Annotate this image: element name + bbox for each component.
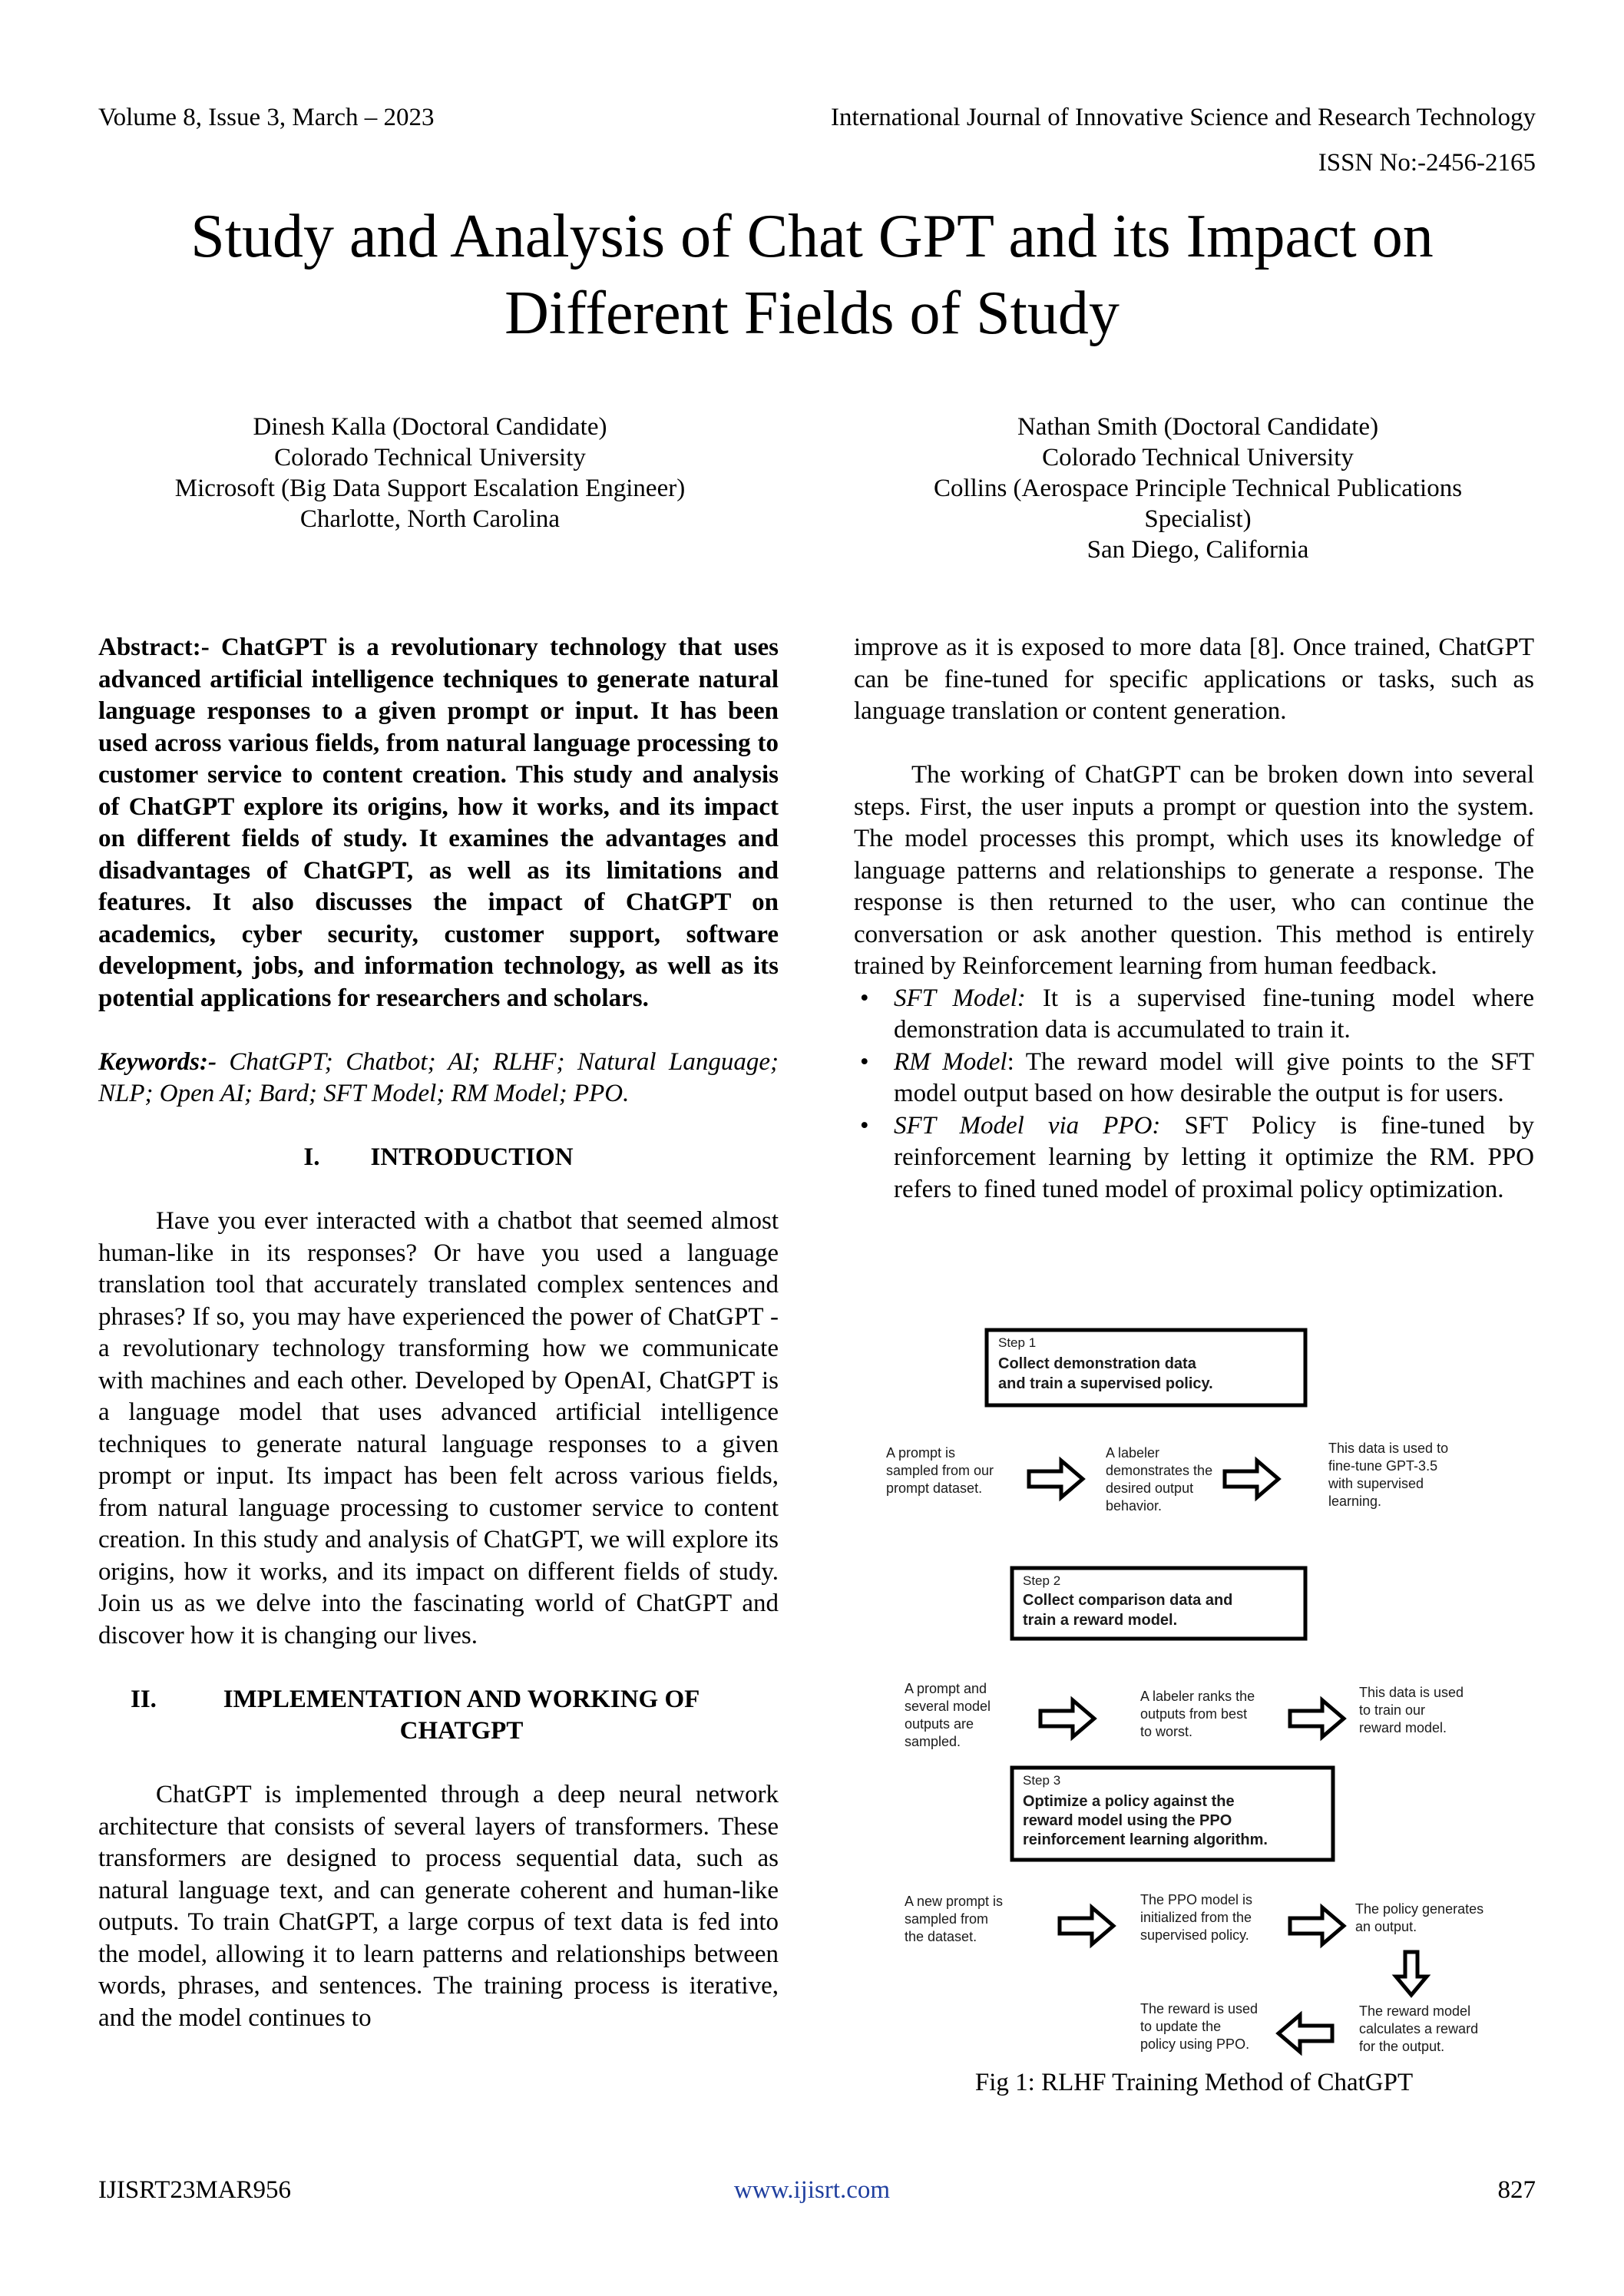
step1-b-line-2: demonstrates the <box>1106 1463 1213 1478</box>
footer-url-link[interactable]: www.ijisrt.com <box>733 2176 891 2204</box>
keywords-label: Keywords:- <box>98 1047 217 1076</box>
step2-title-line-1: Collect comparison data and <box>1023 1592 1233 1609</box>
list-item-term: SFT Model: <box>894 984 1026 1012</box>
section-2-title-line-2: CHATGPT <box>399 1717 524 1745</box>
section-1-number: I. <box>303 1143 320 1171</box>
continuation-paragraph: improve as it is exposed to more data [8]. Once trained, ChatGPT can be fine-tuned for specific applications or tasks, such as language translation or content generation. <box>854 634 1534 725</box>
step1-label: Step 1 <box>998 1335 1037 1350</box>
arrow-right-icon <box>1290 1700 1344 1737</box>
author-1-location: Charlotte, North Carolina <box>299 505 561 533</box>
arrow-right-icon <box>1029 1461 1083 1497</box>
author-2-affiliation: Colorado Technical University <box>1042 444 1354 471</box>
right-column <box>854 632 1534 1206</box>
title-line-2: Different Fields of Study <box>504 280 1120 347</box>
step1-c-line-1: This data is used to <box>1328 1441 1449 1456</box>
list-item-sft <box>854 983 1534 1047</box>
step3-d-line-3: for the output. <box>1359 2039 1445 2054</box>
section-2-heading <box>98 1684 779 1748</box>
author-1-employer: Microsoft (Big Data Support Escalation Engineer) <box>174 475 686 502</box>
model-list <box>854 983 1534 1206</box>
footer-code: IJISRT23MAR956 <box>98 2176 292 2204</box>
step2-b-line-2: outputs from best <box>1140 1706 1248 1722</box>
title-line-1: Study and Analysis of Chat GPT and its Impact on <box>190 203 1434 270</box>
step3-e-line-3: policy using PPO. <box>1140 2036 1250 2052</box>
step1-b-line-1: A labeler <box>1106 1445 1160 1461</box>
step3-a-line-1: A new prompt is <box>905 1894 1004 1909</box>
arrow-right-icon <box>1060 1907 1113 1944</box>
author-2-employer-cont: Specialist) <box>1144 505 1252 533</box>
header-volume: Volume 8, Issue 3, March – 2023 <box>98 104 435 131</box>
step3-title-line-1: Optimize a policy against the <box>1023 1793 1235 1810</box>
arrow-right-icon <box>1290 1907 1344 1944</box>
rlhf-figure <box>875 1321 1513 2066</box>
figure-caption: Fig 1: RLHF Training Method of ChatGPT <box>974 2069 1414 2096</box>
step3-label: Step 3 <box>1023 1773 1061 1788</box>
left-column <box>98 632 779 2034</box>
step3-e-line-2: to update the <box>1140 2019 1222 2034</box>
step1-title-line-1: Collect demonstration data <box>998 1355 1196 1372</box>
list-item-term: RM Model <box>894 1047 1007 1076</box>
step1-b-line-3: desired output <box>1106 1480 1194 1496</box>
header-journal: International Journal of Innovative Science and Research Technology <box>830 104 1536 131</box>
author-2-location: San Diego, California <box>1087 536 1309 564</box>
keywords-text: ChatGPT; Chatbot; AI; RLHF; Natural Language; NLP; Open AI; Bard; SFT Model; RM Model; PPO. <box>98 1047 779 1107</box>
author-2-employer: Collins (Aerospace Principle Technical Publications <box>933 475 1463 502</box>
step2-c-line-3: reward model. <box>1359 1720 1447 1735</box>
keywords <box>98 1047 779 1110</box>
step3-b-line-3: supervised policy. <box>1140 1927 1249 1943</box>
page-number: 827 <box>1497 2176 1536 2204</box>
list-item-text: SFT Policy is fine-tuned by reinforcement learning by letting it optimize the RM. PPO refers to fined tuned model of proximal policy optimization. <box>894 1111 1535 1203</box>
header-issn: ISSN No:-2456-2165 <box>1318 149 1536 177</box>
list-item-text: : The reward model will give points to the SFT model output based on how desirable the output is for users. <box>894 1047 1534 1107</box>
list-item-ppo <box>854 1110 1534 1206</box>
step1-a-line-3: prompt dataset. <box>886 1480 983 1496</box>
step2-a-line-1: A prompt and <box>905 1681 987 1696</box>
list-item-text: It is a supervised fine-tuning model where demonstration data is accumulated to train it. <box>894 984 1534 1044</box>
step2-c-line-2: to train our <box>1359 1702 1426 1718</box>
step1-c-line-4: learning. <box>1328 1494 1382 1509</box>
step2-c-line-1: This data is used <box>1359 1685 1464 1700</box>
section-1-heading <box>98 1142 779 1174</box>
step2-title-line-2: train a reward model. <box>1023 1612 1178 1629</box>
step3-c-line-1: The policy generates <box>1355 1901 1484 1917</box>
step2-b-line-1: A labeler ranks the <box>1140 1689 1255 1704</box>
abstract-label: Abstract:- <box>98 634 210 661</box>
arrow-right-icon <box>1040 1700 1094 1737</box>
step1-a-line-2: sampled from our <box>886 1463 994 1478</box>
step1-c-line-3: with supervised <box>1328 1476 1424 1491</box>
step3-b-line-1: The PPO model is <box>1140 1892 1253 1907</box>
author-block-2 <box>860 412 1536 565</box>
section-2-title-line-1: IMPLEMENTATION AND WORKING OF <box>223 1685 700 1713</box>
list-item-term: SFT Model via PPO: <box>894 1111 1161 1140</box>
step3-a-line-3: the dataset. <box>905 1929 977 1944</box>
section-2-number: II. <box>131 1685 157 1713</box>
step2-b-line-3: to worst. <box>1140 1724 1193 1739</box>
step1-b-line-4: behavior. <box>1106 1498 1163 1514</box>
author-1-affiliation: Colorado Technical University <box>274 444 586 471</box>
step3-title-line-3: reinforcement learning algorithm. <box>1023 1831 1268 1848</box>
step3-d-line-2: calculates a reward <box>1359 2021 1479 2036</box>
step3-a-line-2: sampled from <box>905 1911 989 1927</box>
abstract <box>98 632 779 1014</box>
working-paragraph: The working of ChatGPT can be broken down into several steps. First, the user inputs a prompt or question into the system. The model processes this prompt, which uses its knowledge of language patterns and relationships to generate a response. The response is then returned to the user, who can continue the conversation or ask another question. This method is entirely trained by Reinforcement learning from human feedback. <box>854 761 1534 980</box>
arrow-down-icon <box>1396 1952 1427 1995</box>
step1-c-line-2: fine-tune GPT-3.5 <box>1328 1458 1438 1474</box>
step1-a-line-1: A prompt is <box>886 1445 956 1461</box>
abstract-text: ChatGPT is a revolutionary technology that uses advanced artificial intelligence techniques to generate natural language responses to a given prompt or input. It has been used across various fields, from natural language processing to customer service to content creation. This study and analysis of ChatGPT explore its origins, how it works, and its impact on different fields of study. It examines the advantages and disadvantages of ChatGPT, as well as its limitations and features. It also discusses the impact of ChatGPT on academics, cyber security, customer support, software development, jobs, and information technology, as well as its potential applications for researchers and scholars. <box>98 634 779 1012</box>
arrow-right-icon <box>1225 1461 1278 1497</box>
author-2-name: Nathan Smith (Doctoral Candidate) <box>1017 413 1379 441</box>
list-item-rm <box>854 1047 1534 1110</box>
implementation-paragraph: ChatGPT is implemented through a deep neural network architecture that consists of several layers of transformers. These transformers are designed to process sequential data, such as natural language text, and can generate coherent and human-like outputs. To train ChatGPT, a large corpus of text data is fed into the model, allowing it to learn patterns and relationships between words, phrases, and sentences. The training process is iterative, and the model continues to <box>98 1781 779 2032</box>
paper-title <box>0 198 1624 352</box>
step2-a-line-2: several model <box>905 1699 991 1714</box>
step2-a-line-4: sampled. <box>905 1734 961 1749</box>
introduction-paragraph: Have you ever interacted with a chatbot that seemed almost human-like in its responses? Or have you used a language translation tool that accurately translated complex sentences and phrases? If so, you may have experienced the power of ChatGPT - a revolutionary technology transforming how we communicate with machines and each other. Developed by OpenAI, ChatGPT is a language model that uses advanced artificial intelligence techniques to generate natural language responses to a given prompt or input. Its impact has been felt across various fields, from natural language processing to customer service to content creation. In this study and analysis of ChatGPT, we will explore its origins, how it works, and its impact on different fields of study. Join us as we delve into the fascinating world of ChatGPT and discover how it is changing our lives. <box>98 1207 779 1649</box>
step2-label: Step 2 <box>1023 1573 1061 1588</box>
step3-d-line-1: The reward model <box>1359 2003 1471 2019</box>
author-block-1 <box>123 412 737 534</box>
author-1-name: Dinesh Kalla (Doctoral Candidate) <box>253 413 607 441</box>
step2-a-line-3: outputs are <box>905 1716 974 1732</box>
step1-title-line-2: and train a supervised policy. <box>998 1375 1213 1392</box>
arrow-left-icon <box>1278 2015 1332 2052</box>
step3-e-line-1: The reward is used <box>1140 2001 1259 2016</box>
step3-title-line-2: reward model using the PPO <box>1023 1812 1232 1829</box>
step3-b-line-2: initialized from the <box>1140 1910 1252 1925</box>
step3-c-line-2: an output. <box>1355 1919 1417 1934</box>
section-1-title: INTRODUCTION <box>370 1143 574 1171</box>
